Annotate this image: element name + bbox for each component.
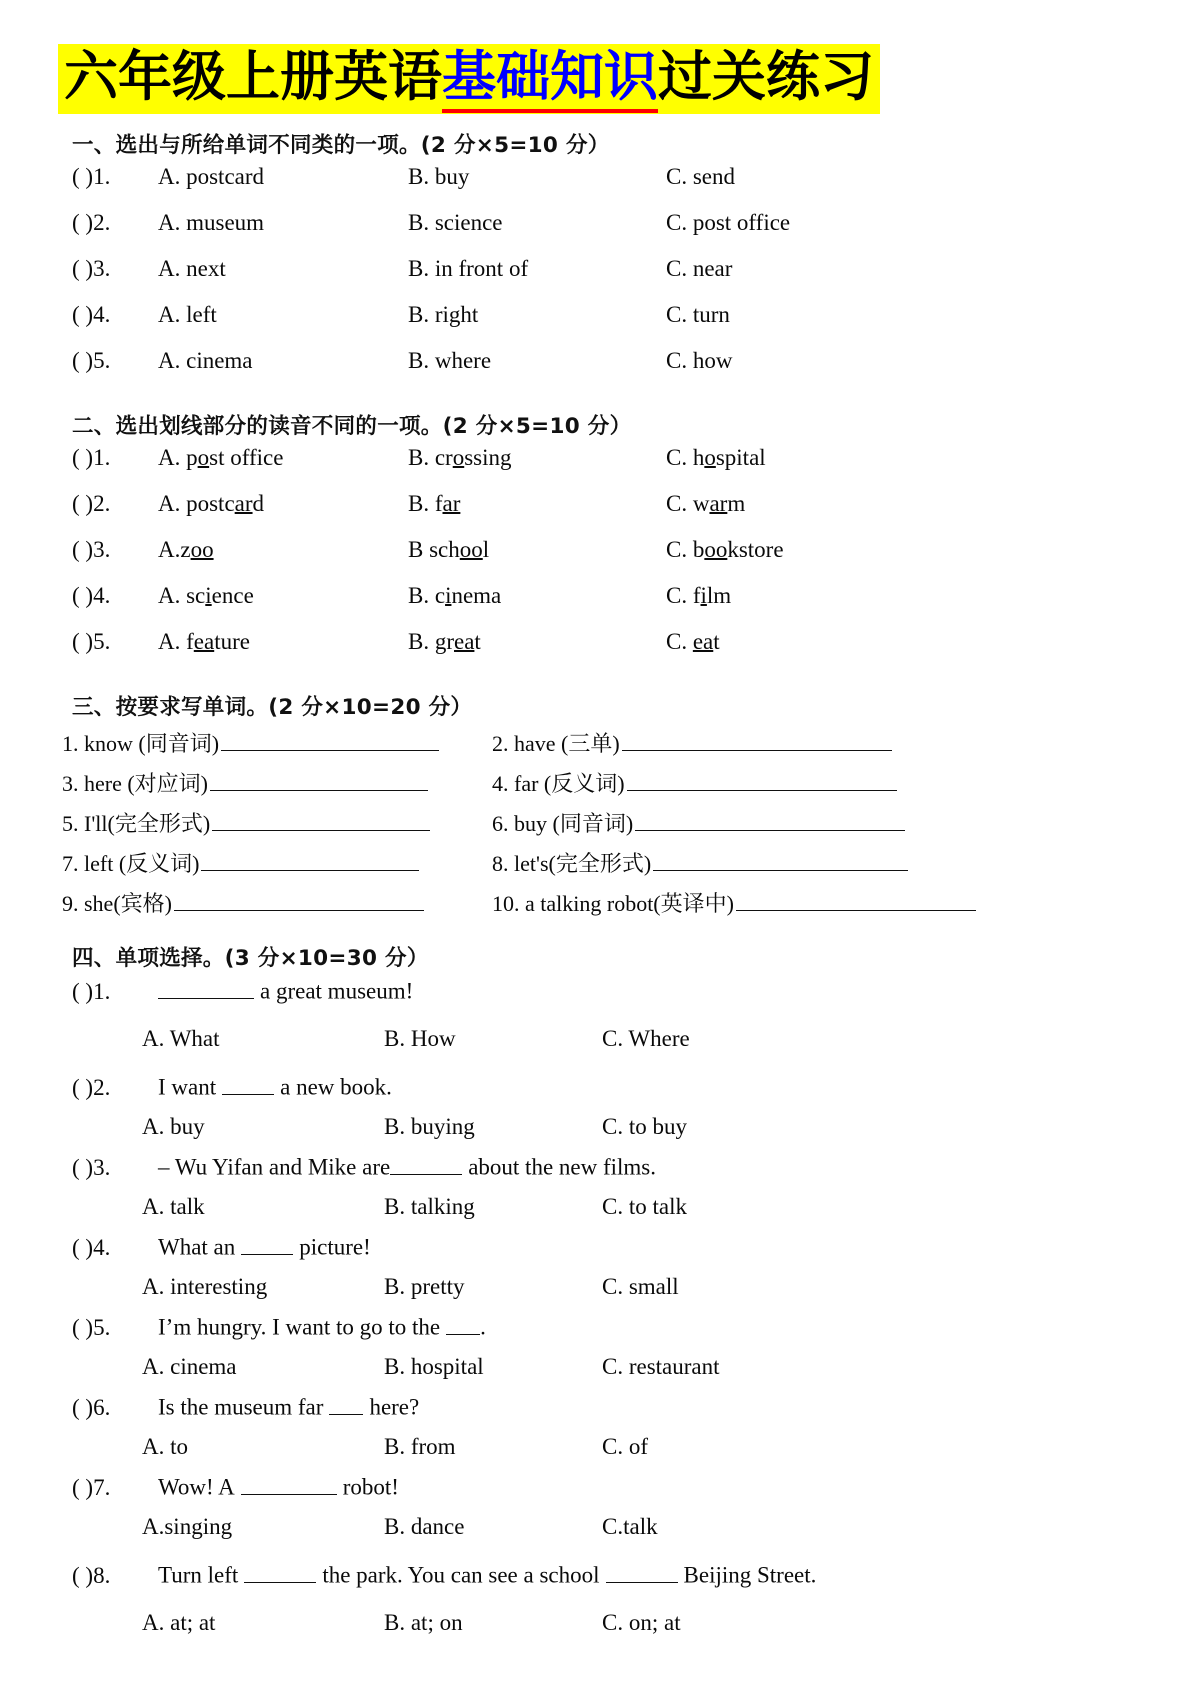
- word-form-label: 8. let's(完全形式): [492, 851, 652, 877]
- stem-blank[interactable]: [446, 1314, 480, 1335]
- word-form-row: [0, 727, 1191, 767]
- option-c-pre: C. b: [666, 537, 705, 563]
- option-a[interactable]: [158, 538, 408, 561]
- stem-pre: Wow! A: [158, 1475, 235, 1500]
- option-c[interactable]: C. how: [666, 348, 733, 374]
- section-heading-3: 三、按要求写单词。(2 分×10=20 分）: [72, 695, 473, 721]
- option-a[interactable]: A. talk: [142, 1194, 205, 1220]
- worksheet-page: [0, 44, 1191, 1684]
- mcq-options-row: [0, 1194, 1191, 1234]
- option-a-pre: A.z: [158, 537, 191, 563]
- word-form-row: [0, 767, 1191, 807]
- answer-bracket[interactable]: ( )4.: [72, 583, 111, 609]
- question-row: [0, 211, 1191, 257]
- word-form-item: [62, 727, 492, 758]
- word-form-row: [0, 887, 1191, 927]
- option-b[interactable]: B. in front of: [408, 256, 529, 282]
- option-a[interactable]: A. museum: [158, 210, 265, 236]
- word-form-item: [492, 727, 1191, 758]
- stem-post: about the new films.: [468, 1155, 656, 1180]
- answer-bracket[interactable]: ( )2.: [72, 491, 111, 517]
- option-c[interactable]: C. send: [666, 164, 735, 190]
- option-c-underlined: ea: [692, 629, 714, 655]
- option-a[interactable]: [158, 584, 408, 607]
- option-a-pre: A. sc: [158, 583, 206, 609]
- option-b[interactable]: B. buying: [384, 1114, 475, 1140]
- question-row: [0, 349, 1191, 395]
- option-b-underlined: o: [452, 445, 465, 471]
- option-c-underlined: i: [700, 583, 707, 609]
- option-b[interactable]: [408, 630, 666, 653]
- word-form-label: 4. far (反义词): [492, 771, 625, 797]
- option-a[interactable]: A. at; at: [142, 1610, 216, 1636]
- word-form-row: [0, 847, 1191, 887]
- question-row: [0, 630, 1191, 676]
- option-c[interactable]: [666, 584, 731, 607]
- option-c-post: lm: [706, 583, 732, 609]
- option-a[interactable]: A. cinema: [142, 1354, 237, 1380]
- option-a-underlined: ea: [193, 629, 215, 655]
- option-b-pre: B. f: [408, 491, 443, 517]
- option-b[interactable]: [408, 538, 666, 561]
- option-a[interactable]: A. left: [158, 302, 217, 328]
- mcq-stem: [158, 1394, 419, 1421]
- option-b[interactable]: B. pretty: [384, 1274, 465, 1300]
- stem-pre: Is the museum far: [158, 1395, 324, 1420]
- option-c[interactable]: [666, 446, 766, 469]
- stem-pre: What an: [158, 1235, 236, 1260]
- option-a[interactable]: [158, 492, 408, 515]
- option-b[interactable]: B. How: [384, 1026, 456, 1052]
- stem-post: robot!: [342, 1475, 399, 1500]
- option-c-pre: C.: [666, 629, 693, 655]
- option-c-pre: C. w: [666, 491, 710, 517]
- stem-post: picture!: [299, 1235, 371, 1260]
- option-a-underlined: o: [197, 445, 210, 471]
- answer-blank[interactable]: [653, 850, 908, 871]
- stem-blank[interactable]: [158, 978, 254, 999]
- answer-bracket[interactable]: ( )6.: [72, 1395, 111, 1420]
- option-a[interactable]: A. postcard: [158, 164, 265, 190]
- answer-bracket[interactable]: ( )1.: [72, 164, 111, 190]
- word-form-item: [62, 807, 492, 838]
- question-row: [0, 165, 1191, 211]
- option-b-post: nema: [451, 583, 502, 609]
- option-c[interactable]: C. Where: [602, 1026, 690, 1052]
- mcq-options-row: [0, 1434, 1191, 1474]
- option-b[interactable]: B. right: [408, 302, 479, 328]
- answer-bracket[interactable]: ( )1.: [72, 979, 111, 1004]
- answer-blank[interactable]: [212, 810, 430, 831]
- stem-blank[interactable]: [241, 1474, 337, 1495]
- option-c[interactable]: C. turn: [666, 302, 730, 328]
- section-heading-1: 一、选出与所给单词不同类的一项。(2 分×5=10 分）: [72, 133, 610, 159]
- stem-pre: Turn left: [158, 1563, 239, 1588]
- word-form-label: 6. buy (同音词): [492, 811, 634, 837]
- option-c[interactable]: C. to talk: [602, 1194, 687, 1220]
- option-b-pre: B sch: [408, 537, 460, 563]
- option-c[interactable]: C. near: [666, 256, 733, 282]
- word-form-item: [62, 887, 492, 918]
- option-c[interactable]: [666, 538, 784, 561]
- stem-blank[interactable]: [244, 1562, 316, 1583]
- stem-blank[interactable]: [329, 1394, 363, 1415]
- option-a-underlined: oo: [190, 537, 214, 563]
- option-b[interactable]: B. at; on: [384, 1610, 463, 1636]
- stem-blank[interactable]: [222, 1074, 274, 1095]
- mcq-options-row: [0, 1026, 1191, 1074]
- stem-blank[interactable]: [606, 1562, 678, 1583]
- answer-bracket[interactable]: ( )5.: [72, 348, 111, 374]
- title-area: [0, 44, 1191, 114]
- option-b[interactable]: B. science: [408, 210, 503, 236]
- option-b[interactable]: B. buy: [408, 164, 470, 190]
- answer-bracket[interactable]: ( )3.: [72, 1155, 111, 1180]
- option-a[interactable]: A. What: [142, 1026, 220, 1052]
- mcq-stem-row: [0, 978, 1191, 1026]
- option-b-post: l: [482, 537, 490, 563]
- word-form-row: [0, 807, 1191, 847]
- mcq-stem-row: [0, 1074, 1191, 1114]
- stem-post: .: [480, 1315, 486, 1340]
- option-a-post: ture: [214, 629, 250, 655]
- option-c-pre: C. h: [666, 445, 705, 471]
- option-a[interactable]: [158, 446, 408, 469]
- answer-bracket[interactable]: ( )5.: [72, 1315, 111, 1340]
- mcq-stem-row: [0, 1474, 1191, 1514]
- word-form-item: [492, 767, 1191, 798]
- mcq-stem: [158, 1234, 371, 1261]
- option-b[interactable]: [408, 446, 666, 469]
- question-row: [0, 492, 1191, 538]
- mcq-stem-row: [0, 1394, 1191, 1434]
- option-c-underlined: oo: [704, 537, 728, 563]
- option-c-post: spital: [715, 445, 766, 471]
- option-b[interactable]: B. hospital: [384, 1354, 484, 1380]
- mcq-options-row: [0, 1114, 1191, 1154]
- option-c[interactable]: [666, 492, 745, 515]
- option-c-pre: C. f: [666, 583, 701, 609]
- answer-bracket[interactable]: ( )3.: [72, 256, 111, 282]
- answer-blank[interactable]: [201, 850, 419, 871]
- answer-bracket[interactable]: ( )2.: [72, 1075, 111, 1100]
- answer-blank[interactable]: [627, 770, 897, 791]
- section-heading-2: 二、选出划线部分的读音不同的一项。(2 分×5=10 分）: [72, 414, 632, 440]
- option-a[interactable]: [158, 630, 408, 653]
- option-b-post: ssing: [464, 445, 512, 471]
- option-b[interactable]: B. where: [408, 348, 492, 374]
- option-c[interactable]: C. small: [602, 1274, 679, 1300]
- section-heading-4: 四、单项选择。(3 分×10=30 分）: [72, 946, 429, 972]
- option-a-post: d: [252, 491, 265, 517]
- stem-mid: the park. You can see a school: [322, 1563, 600, 1588]
- option-c[interactable]: C.talk: [602, 1514, 658, 1540]
- option-c[interactable]: C. to buy: [602, 1114, 687, 1140]
- mcq-stem-row: [0, 1234, 1191, 1274]
- stem-post: a new book.: [280, 1075, 392, 1100]
- title-part-1: 六年级上册英语: [64, 45, 442, 108]
- answer-blank[interactable]: [736, 890, 976, 911]
- option-a[interactable]: A. interesting: [142, 1274, 268, 1300]
- option-c-post: kstore: [727, 537, 784, 563]
- stem-pre: I want: [158, 1075, 217, 1100]
- word-form-item: [62, 847, 492, 878]
- option-a-pre: A. p: [158, 445, 198, 471]
- stem-post: Beijing Street.: [683, 1563, 817, 1588]
- word-form-item: [492, 847, 1191, 878]
- option-a[interactable]: A.singing: [142, 1514, 233, 1540]
- title-highlight-band: [58, 44, 880, 114]
- option-c-post: t: [713, 629, 720, 655]
- answer-blank[interactable]: [622, 730, 892, 751]
- mcq-options-row: [0, 1354, 1191, 1394]
- option-a-underlined: i: [205, 583, 212, 609]
- option-b-pre: B. cr: [408, 445, 453, 471]
- mcq-stem: [158, 1562, 816, 1589]
- option-b[interactable]: [408, 492, 666, 515]
- answer-blank[interactable]: [635, 810, 905, 831]
- title-part-3: 过关练习: [658, 45, 874, 108]
- word-form-label: 9. she(宾格): [62, 891, 172, 917]
- page-title: [64, 45, 874, 113]
- word-form-label: 1. know (同音词): [62, 731, 220, 757]
- answer-bracket[interactable]: ( )4.: [72, 1235, 111, 1260]
- option-a[interactable]: A. next: [158, 256, 226, 282]
- mcq-stem: [158, 1074, 392, 1101]
- word-form-label: 3. here (对应词): [62, 771, 209, 797]
- option-b-pre: B. c: [408, 583, 446, 609]
- option-a[interactable]: A. cinema: [158, 348, 253, 374]
- answer-blank[interactable]: [210, 770, 428, 791]
- option-b[interactable]: B. dance: [384, 1514, 465, 1540]
- mcq-options-row: [0, 1610, 1191, 1650]
- option-b[interactable]: B. from: [384, 1434, 456, 1460]
- option-c[interactable]: C. post office: [666, 210, 791, 236]
- option-a-post: ence: [211, 583, 254, 609]
- question-row: [0, 303, 1191, 349]
- stem-blank[interactable]: [390, 1154, 462, 1175]
- question-row: [0, 538, 1191, 584]
- stem-post: here?: [369, 1395, 420, 1420]
- word-form-label: 7. left (反义词): [62, 851, 200, 877]
- answer-bracket[interactable]: ( )4.: [72, 302, 111, 328]
- mcq-stem: [158, 1154, 656, 1181]
- option-c[interactable]: C. of: [602, 1434, 648, 1460]
- option-b[interactable]: B. talking: [384, 1194, 475, 1220]
- word-form-item: [492, 807, 1191, 838]
- mcq-stem-row: [0, 1154, 1191, 1194]
- option-b-underlined: ar: [442, 491, 461, 517]
- answer-bracket[interactable]: ( )1.: [72, 445, 111, 471]
- option-c[interactable]: C. on; at: [602, 1610, 681, 1636]
- option-b-underlined: ea: [454, 629, 475, 655]
- answer-bracket[interactable]: ( )7.: [72, 1475, 111, 1500]
- mcq-stem-row: [0, 1562, 1191, 1610]
- title-part-2-highlight: 基础知识: [442, 45, 658, 113]
- answer-bracket[interactable]: ( )5.: [72, 629, 111, 655]
- word-form-label: 5. I'll(完全形式): [62, 811, 211, 837]
- stem-pre: – Wu Yifan and Mike are: [158, 1155, 391, 1180]
- mcq-options-row: [0, 1514, 1191, 1562]
- option-b[interactable]: [408, 584, 666, 607]
- answer-blank[interactable]: [174, 890, 424, 911]
- answer-bracket[interactable]: ( )3.: [72, 537, 111, 563]
- option-a-underlined: ar: [234, 491, 253, 517]
- mcq-stem: [158, 978, 413, 1005]
- option-a[interactable]: A. to: [142, 1434, 188, 1460]
- word-form-label: 10. a talking robot(英译中): [492, 891, 734, 917]
- answer-bracket[interactable]: ( )2.: [72, 210, 111, 236]
- answer-blank[interactable]: [221, 730, 439, 751]
- mcq-stem-row: [0, 1314, 1191, 1354]
- option-c-underlined: ar: [709, 491, 728, 517]
- option-c-underlined: o: [704, 445, 716, 471]
- stem-blank[interactable]: [241, 1234, 293, 1255]
- stem-pre: I’m hungry. I want to go to the: [158, 1315, 441, 1340]
- option-a-pre: A. f: [158, 629, 194, 655]
- option-b-pre: B. gr: [408, 629, 454, 655]
- mcq-options-row: [0, 1274, 1191, 1314]
- question-row: [0, 257, 1191, 303]
- option-a-pre: A. postc: [158, 491, 235, 517]
- option-c[interactable]: [666, 630, 720, 653]
- stem-post: a great museum!: [260, 979, 414, 1004]
- option-b-underlined: oo: [459, 537, 483, 563]
- question-row: [0, 446, 1191, 492]
- option-a-post: st office: [209, 445, 284, 471]
- option-c[interactable]: C. restaurant: [602, 1354, 720, 1380]
- word-form-item: [492, 887, 1191, 918]
- option-b-underlined: i: [445, 583, 452, 609]
- mcq-stem: [158, 1474, 399, 1501]
- option-a[interactable]: A. buy: [142, 1114, 205, 1140]
- question-row: [0, 584, 1191, 630]
- answer-bracket[interactable]: ( )8.: [72, 1563, 111, 1588]
- word-form-item: [62, 767, 492, 798]
- option-c-post: m: [727, 491, 746, 517]
- mcq-stem: [158, 1314, 486, 1341]
- option-b-post: t: [474, 629, 481, 655]
- word-form-label: 2. have (三单): [492, 731, 620, 757]
